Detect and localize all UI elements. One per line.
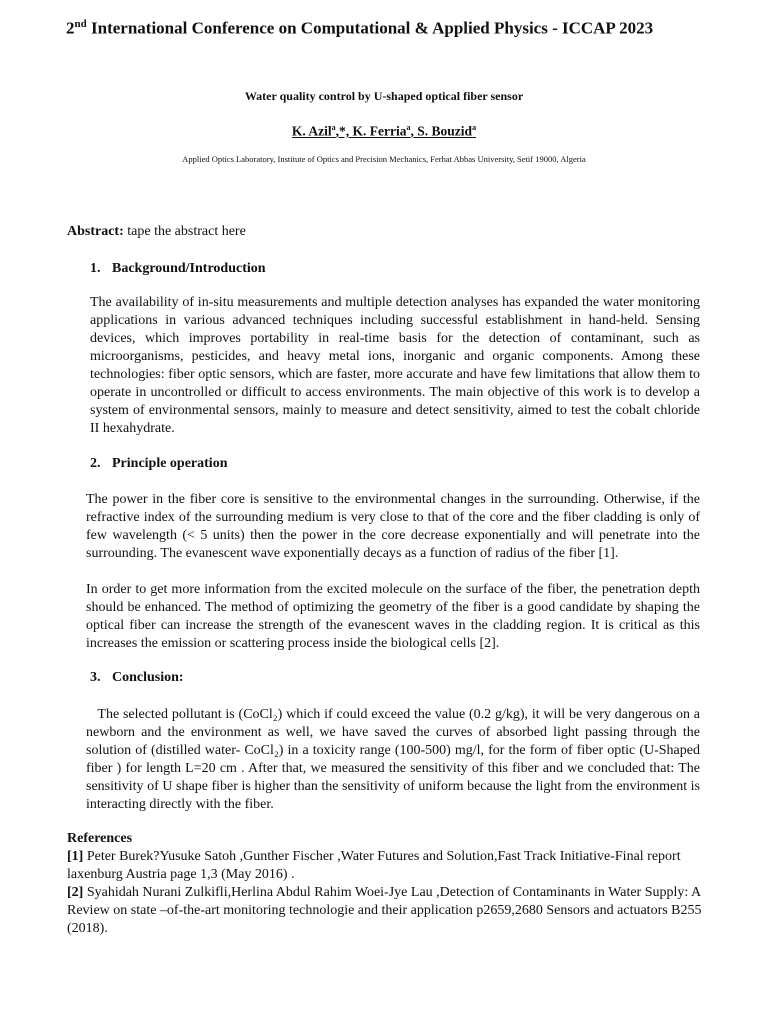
- abstract: [67, 224, 707, 240]
- author-name: S. Bouzid: [417, 123, 473, 139]
- section-number: 1.: [90, 261, 101, 276]
- reference-text: Syahidah Nurani Zulkifli,Herlina Abdul Rahim Woei-Jye Lau ,Detection of Contaminants in Water Supply: A Review on state –of-the-art monitoring technologie and their application p2659,2680 Sensors and actuators B255 (2018).: [67, 885, 702, 936]
- author-separator: ,*,: [335, 123, 353, 139]
- conference-ordinal: 2: [66, 18, 75, 38]
- conference-title-text: International Conference on Computational & Applied Physics - ICCAP 2023: [86, 18, 654, 38]
- paper-title: Water quality control by U-shaped optical fiber sensor: [244, 89, 524, 103]
- section-heading-conclusion: [90, 670, 184, 686]
- author-name: K. Ferria: [352, 123, 407, 139]
- author-affiliation-mark: a: [472, 123, 477, 132]
- affiliation: Applied Optics Laboratory, Institute of Optics and Precision Mechanics, Ferhat Abbas University, Setif 19000, Algeria: [182, 154, 586, 164]
- section-heading-introduction: [90, 261, 266, 277]
- references: [67, 830, 703, 938]
- author-affiliation-mark: a: [406, 123, 411, 132]
- abstract-text: tape the abstract here: [123, 224, 246, 239]
- section-title: Conclusion:: [112, 670, 184, 685]
- reference-item: [67, 848, 703, 884]
- conference-ordinal-suffix: nd: [74, 18, 87, 30]
- section-number: 2.: [90, 456, 101, 471]
- reference-text: Peter Burek?Yusuke Satoh ,Gunther Fischer ,Water Futures and Solution,Fast Track Initiative-Final report laxenburg Austria page 1,3 (May 2016) .: [67, 849, 681, 882]
- reference-number: [1]: [67, 849, 84, 864]
- introduction-paragraph: The availability of in-situ measurements and multiple detection analyses has expanded the water monitoring applications in various advanced techniques including successful establishment in hand-held. Sensing devices, which improves portability in real-time basis for the detection of contaminant, such as microorganisms, pesticides, and heavy metal ions, inorganic and organic components. Among these technologies: fiber optic sensors, which are faster, more accurate and have few limitations that allow them to operate in uncontrolled or difficult to access environments. The main objective of this work is to develop a system of environmental sensors, mainly to measure and detect sensitivity, aimed to test the cobalt chloride II hexahydrate.: [90, 295, 700, 436]
- reference-number: [2]: [67, 885, 84, 900]
- conference-title: [66, 18, 746, 39]
- reference-item: [67, 884, 703, 938]
- conclusion-paragraph: The selected pollutant is (CoCl₂) which if could exceed the value (0.2 g/kg), it will be very dangerous on a newborn and the environment as well, we have saved the curves of absorbed light passing through the solution of (distilled water- CoCl₂) in a toxicity range (100-500) mg/l, for the form of fiber optic (U-Shaped fiber ) for length L=20 cm . After that, we measured the sensitivity of this fiber and we concluded that: The sensitivity of U shape fiber is higher than the sensitivity of uniform because the light from the environment is interacting directly with the fiber.: [86, 707, 700, 812]
- author-affiliation-mark: a: [331, 123, 336, 132]
- principle-paragraph-2: In order to get more information from the excited molecule on the surface of the fiber, the penetration depth should be enhanced. The method of optimizing the geometry of the fiber is a good candidate by shaping the optical fiber can increase the strength of the evanescent waves in the cladding region. It is critical as this increases the emission or scattering process inside the biological cells [2].: [86, 582, 700, 651]
- section-title: Background/Introduction: [112, 261, 266, 276]
- principle-paragraph-1: The power in the fiber core is sensitive to the environmental changes in the surrounding. Otherwise, if the refractive index of the surrounding medium is very close to that of the core and the fiber cladding is only of few wavelength (< 5 units) then the power in the core decrease exponentially and will penetrate into the surrounding. The evanescent wave exponentially decays as a function of radius of the fiber [1].: [86, 492, 700, 561]
- references-heading: References: [67, 831, 133, 846]
- section-number: 3.: [90, 670, 101, 685]
- section-title: Principle operation: [112, 456, 228, 471]
- section-heading-principle: [90, 456, 228, 472]
- author-name: K. Azil: [291, 123, 332, 139]
- author-separator: ,: [410, 123, 418, 139]
- author-list: [0, 123, 768, 140]
- abstract-label: Abstract:: [67, 224, 124, 239]
